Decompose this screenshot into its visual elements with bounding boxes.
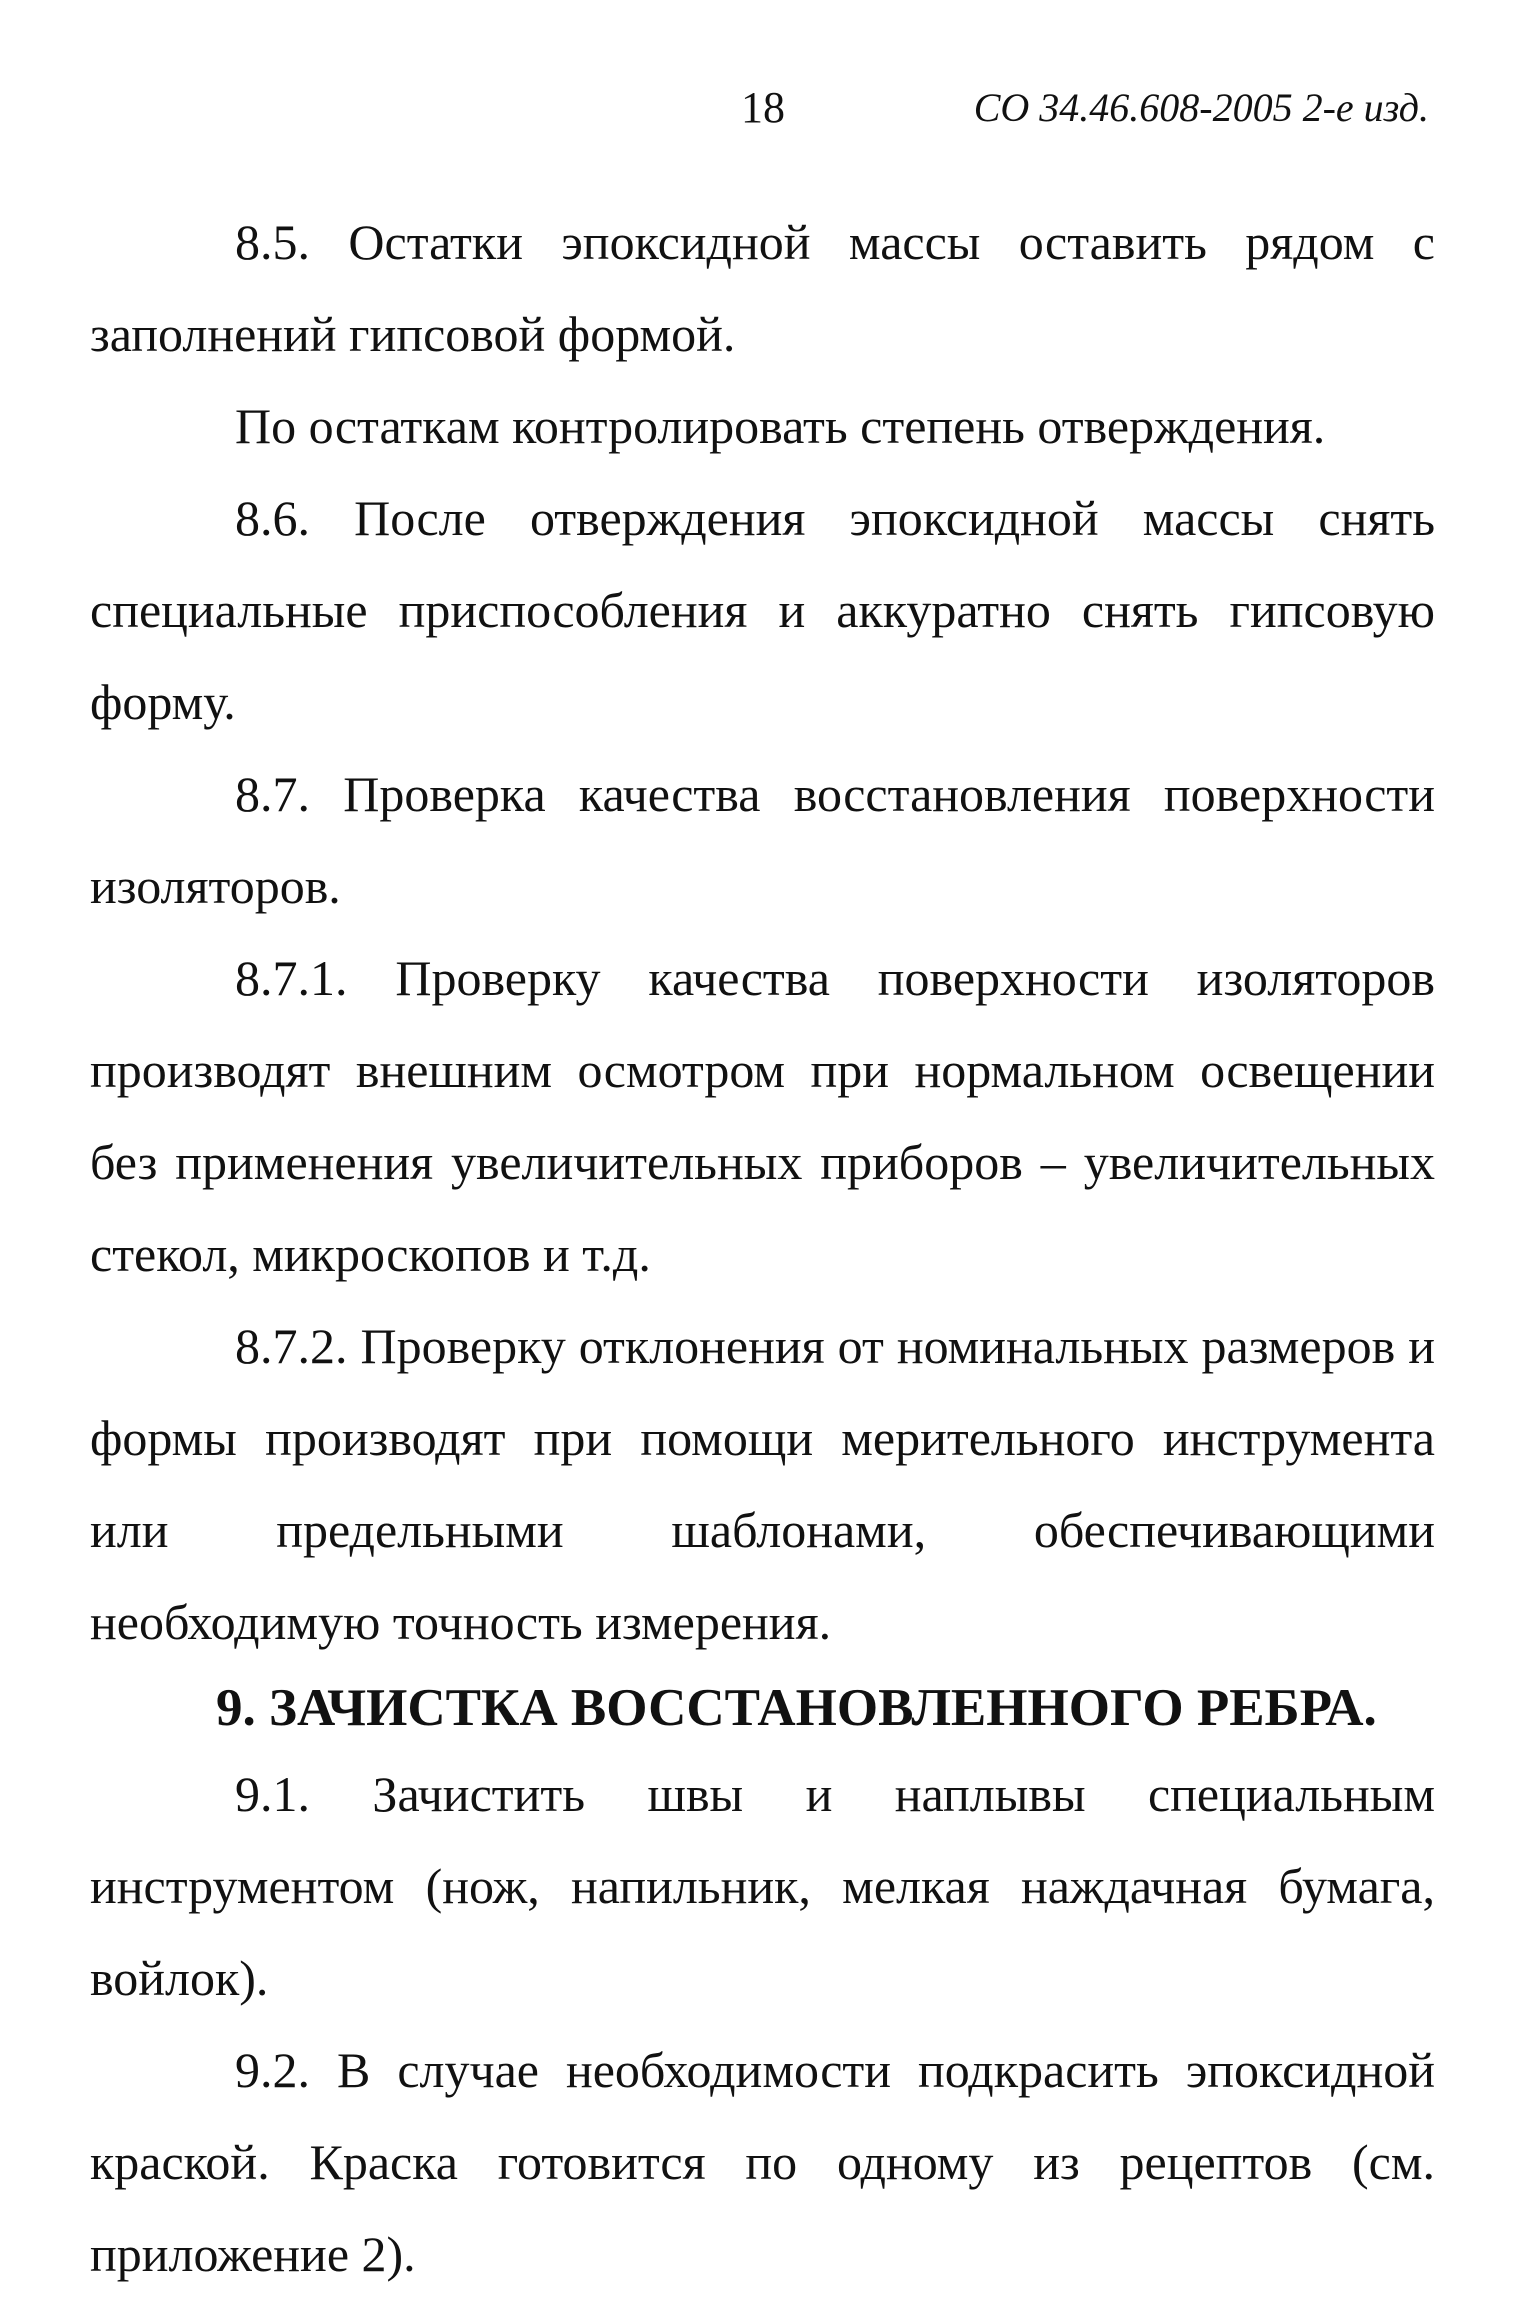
section-9-heading: 9. ЗАЧИСТКА ВОССТАНОВЛЕННОГО РЕБРА. xyxy=(216,1679,1377,1737)
paragraph-8-7-1: 8.7.1. Проверку качества поверхности изоляторов производят внешним осмотром при нормальном освещении без применения увеличительных приборов – увеличительных стекол, микроскопов и т.д. xyxy=(90,950,1435,1282)
page-number: 18 xyxy=(741,83,785,132)
paragraph-8-7-2: 8.7.2. Проверку отклонения от номинальных размеров и формы производят при помощи мерительного инструмента или предельными шаблонами, обеспечивающими необходимую точность измерения. xyxy=(90,1318,1435,1650)
paragraph-8-7: 8.7. Проверка качества восстановления поверхности изоляторов. xyxy=(90,766,1435,914)
document-code: СО 34.46.608-2005 2-е изд. xyxy=(973,85,1429,130)
paragraph-9-2: 9.2. В случае необходимости подкрасить эпоксидной краской. Краска готовится по одному из рецептов (см. приложение 2). xyxy=(90,2042,1435,2282)
page-header xyxy=(0,78,1531,138)
paragraph-9-1: 9.1. Зачистить швы и наплывы специальным инструментом (нож, напильник, мелкая наждачная бумага, войлок). xyxy=(90,1766,1435,2006)
paragraph-8-6: 8.6. После отверждения эпоксидной массы снять специальные приспособления и аккуратно снять гипсовую форму. xyxy=(90,490,1435,730)
document-body xyxy=(90,196,1435,2300)
paragraph-8-5-control: По остаткам контролировать степень отверждения. xyxy=(235,398,1326,454)
paragraph-8-5: 8.5. Остатки эпоксидной массы оставить рядом с заполнений гипсовой формой. xyxy=(90,214,1435,362)
